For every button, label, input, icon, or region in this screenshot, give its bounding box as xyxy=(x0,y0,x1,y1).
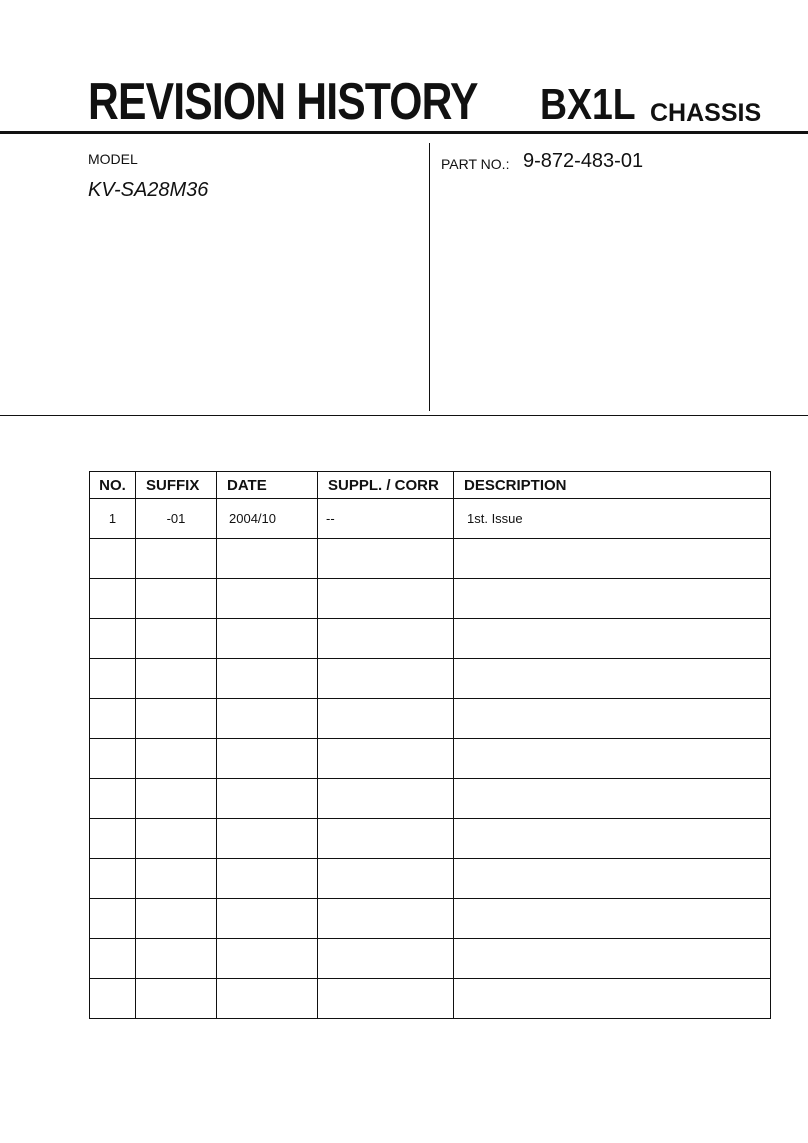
title-rule xyxy=(0,131,808,134)
table-row xyxy=(90,779,771,819)
cell-no xyxy=(90,539,136,579)
cell-description xyxy=(454,899,771,939)
cell-no xyxy=(90,819,136,859)
cell-date xyxy=(217,939,318,979)
cell-suppl-corr: -- xyxy=(318,499,454,539)
cell-date xyxy=(217,779,318,819)
cell-no xyxy=(90,699,136,739)
cell-no xyxy=(90,619,136,659)
part-number-label: PART NO.: xyxy=(441,156,510,172)
cell-description: 1st. Issue xyxy=(454,499,771,539)
cell-suffix xyxy=(136,819,217,859)
table-row xyxy=(90,619,771,659)
table-row xyxy=(90,579,771,619)
cell-date xyxy=(217,699,318,739)
header-divider xyxy=(429,143,430,411)
cell-date xyxy=(217,659,318,699)
cell-date xyxy=(217,579,318,619)
cell-no xyxy=(90,859,136,899)
cell-description xyxy=(454,539,771,579)
cell-description xyxy=(454,819,771,859)
cell-no xyxy=(90,899,136,939)
cell-date xyxy=(217,979,318,1019)
cell-no xyxy=(90,579,136,619)
column-header-description: DESCRIPTION xyxy=(454,472,771,499)
cell-suppl-corr xyxy=(318,779,454,819)
cell-description xyxy=(454,859,771,899)
cell-no xyxy=(90,979,136,1019)
table-row xyxy=(90,539,771,579)
cell-description xyxy=(454,979,771,1019)
cell-suppl-corr xyxy=(318,539,454,579)
column-header-date: DATE xyxy=(217,472,318,499)
chassis-label: CHASSIS xyxy=(650,99,762,127)
cell-suffix: -01 xyxy=(136,499,217,539)
cell-suffix xyxy=(136,739,217,779)
cell-date: 2004/10 xyxy=(217,499,318,539)
cell-date xyxy=(217,739,318,779)
table-row xyxy=(90,499,771,539)
cell-suffix xyxy=(136,859,217,899)
cell-description xyxy=(454,619,771,659)
table-row xyxy=(90,939,771,979)
cell-suffix xyxy=(136,939,217,979)
page-title: REVISION HISTORY xyxy=(88,73,478,131)
column-header-suppl-corr: SUPPL. / CORR xyxy=(318,472,454,499)
table-row xyxy=(90,899,771,939)
cell-suffix xyxy=(136,699,217,739)
cell-no: 1 xyxy=(90,499,136,539)
cell-suffix xyxy=(136,779,217,819)
cell-suffix xyxy=(136,899,217,939)
cell-no xyxy=(90,779,136,819)
cell-suffix xyxy=(136,539,217,579)
cell-suffix xyxy=(136,659,217,699)
cell-suffix xyxy=(136,979,217,1019)
cell-suppl-corr xyxy=(318,819,454,859)
cell-suppl-corr xyxy=(318,699,454,739)
cell-suppl-corr xyxy=(318,739,454,779)
cell-no xyxy=(90,739,136,779)
cell-no xyxy=(90,939,136,979)
table-row xyxy=(90,659,771,699)
table-row xyxy=(90,739,771,779)
cell-description xyxy=(454,579,771,619)
table-row xyxy=(90,819,771,859)
cell-suppl-corr xyxy=(318,659,454,699)
section-rule xyxy=(0,415,808,416)
cell-description xyxy=(454,779,771,819)
model-value: KV-SA28M36 xyxy=(88,179,209,201)
table-row xyxy=(90,979,771,1019)
model-label: MODEL xyxy=(88,151,138,167)
cell-description xyxy=(454,739,771,779)
cell-suppl-corr xyxy=(318,619,454,659)
cell-description xyxy=(454,939,771,979)
table-row xyxy=(90,699,771,739)
table-row xyxy=(90,859,771,899)
cell-suppl-corr xyxy=(318,979,454,1019)
cell-suppl-corr xyxy=(318,579,454,619)
cell-suffix xyxy=(136,619,217,659)
cell-date xyxy=(217,859,318,899)
cell-date xyxy=(217,899,318,939)
chassis-code: BX1L xyxy=(540,80,636,129)
cell-date xyxy=(217,819,318,859)
cell-suppl-corr xyxy=(318,899,454,939)
column-header-no: NO. xyxy=(90,472,136,499)
cell-date xyxy=(217,539,318,579)
table-header-row xyxy=(90,472,771,499)
column-header-suffix: SUFFIX xyxy=(136,472,217,499)
cell-suppl-corr xyxy=(318,859,454,899)
cell-suffix xyxy=(136,579,217,619)
cell-date xyxy=(217,619,318,659)
revision-table xyxy=(89,471,771,1019)
cell-no xyxy=(90,659,136,699)
cell-suppl-corr xyxy=(318,939,454,979)
cell-description xyxy=(454,699,771,739)
cell-description xyxy=(454,659,771,699)
part-number-value: 9-872-483-01 xyxy=(523,150,644,172)
